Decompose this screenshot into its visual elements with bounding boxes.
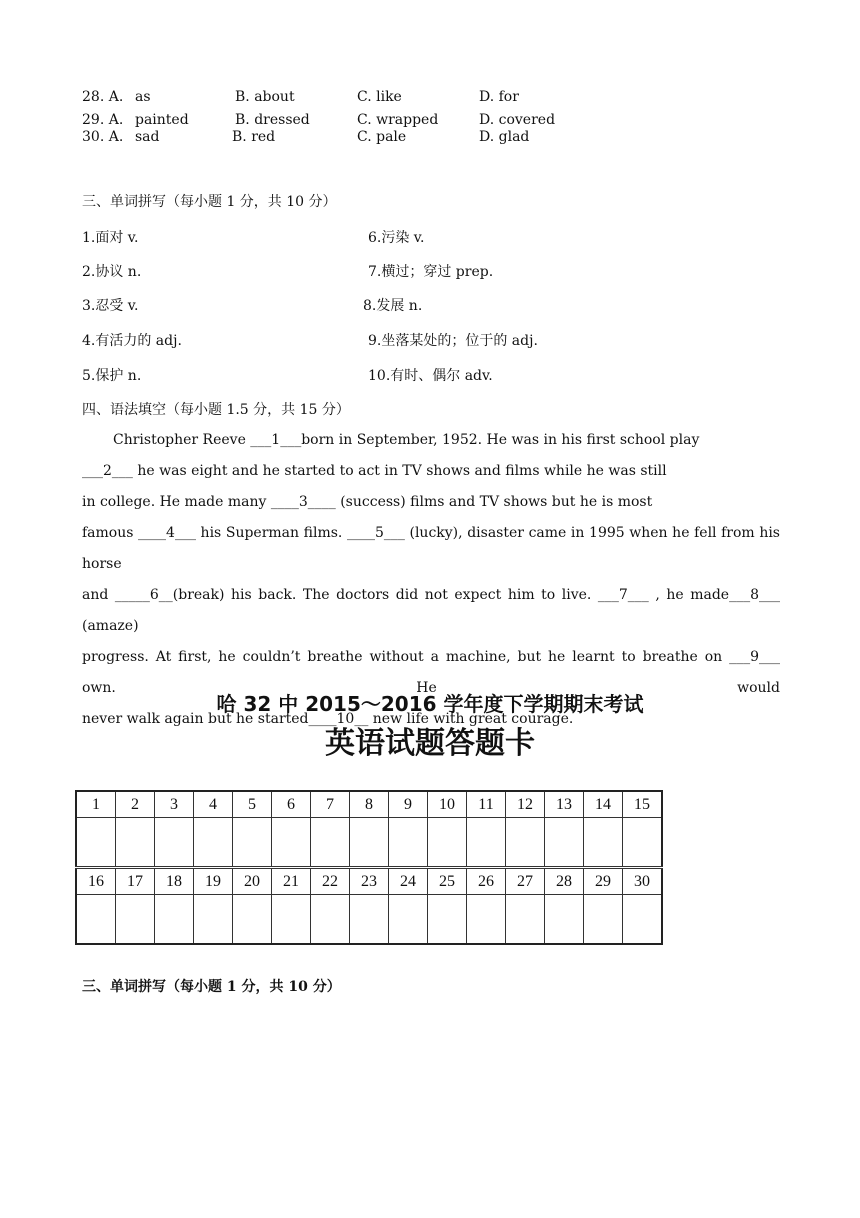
grid-number: 24 bbox=[389, 868, 428, 895]
answer-cell[interactable] bbox=[194, 818, 233, 868]
answer-card-title: 英语试题答题卡 bbox=[325, 726, 535, 761]
answer-cell[interactable] bbox=[350, 818, 389, 868]
grid-number: 12 bbox=[506, 791, 545, 818]
passage-line: never walk again but he started____10__ new life with great courage. bbox=[82, 711, 574, 727]
answer-cell[interactable] bbox=[623, 818, 663, 868]
answer-cell[interactable] bbox=[389, 818, 428, 868]
section4-title: 四、语法填空（每小题 1.5 分，共 15 分） bbox=[82, 402, 350, 418]
exam-title: 哈 32 中 2015～2016 学年度下学期期末考试 bbox=[216, 692, 644, 716]
grid-number: 15 bbox=[623, 791, 663, 818]
option-b: B. about bbox=[235, 89, 295, 105]
grid-number: 17 bbox=[116, 868, 155, 895]
answer-grid bbox=[75, 790, 663, 945]
grid-number: 4 bbox=[194, 791, 233, 818]
passage-line: progress. At first, he couldn’t breathe without a machine, but he learnt to breathe on ___9___ own. He would bbox=[82, 649, 780, 696]
grid-number: 10 bbox=[428, 791, 467, 818]
grid-number: 6 bbox=[272, 791, 311, 818]
grid-number: 9 bbox=[389, 791, 428, 818]
spelling-item-5: 5.保护 n. bbox=[82, 368, 142, 384]
grid-number: 27 bbox=[506, 868, 545, 895]
grid-number: 30 bbox=[623, 868, 663, 895]
answer-cell[interactable] bbox=[155, 818, 194, 868]
answer-cell[interactable] bbox=[467, 895, 506, 945]
answer-cell[interactable] bbox=[76, 818, 116, 868]
answer-cell[interactable] bbox=[545, 895, 584, 945]
answer-cell[interactable] bbox=[272, 895, 311, 945]
answer-cell[interactable] bbox=[272, 818, 311, 868]
grid-number: 23 bbox=[350, 868, 389, 895]
grid-number: 19 bbox=[194, 868, 233, 895]
question-number: 29. A. bbox=[82, 112, 124, 128]
answer-cell[interactable] bbox=[194, 895, 233, 945]
grid-number: 7 bbox=[311, 791, 350, 818]
grid-number: 1 bbox=[76, 791, 116, 818]
spelling-item-4: 4.有活力的 adj. bbox=[82, 333, 182, 349]
grid-number: 28 bbox=[545, 868, 584, 895]
question-number: 28. A. bbox=[82, 89, 124, 105]
grid-number: 21 bbox=[272, 868, 311, 895]
answer-cell[interactable] bbox=[428, 818, 467, 868]
option-d: D. glad bbox=[479, 129, 530, 145]
option-d: D. covered bbox=[479, 112, 556, 128]
spelling-item-8: 8.发展 n. bbox=[363, 298, 423, 314]
passage-line: Christopher Reeve ___1___born in September, 1952. He was in his first school play bbox=[113, 432, 700, 448]
grid-number: 5 bbox=[233, 791, 272, 818]
answer-cell[interactable] bbox=[584, 895, 623, 945]
passage-line: ___2___ he was eight and he started to act in TV shows and films while he was still bbox=[82, 463, 667, 479]
option-a: as bbox=[135, 89, 151, 105]
spelling-item-2: 2.协议 n. bbox=[82, 264, 142, 280]
spelling-item-9: 9.坐落某处的；位于的 adj. bbox=[368, 333, 538, 349]
answer-cell[interactable] bbox=[545, 818, 584, 868]
spelling-item-7: 7.横过；穿过 prep. bbox=[368, 264, 494, 280]
answer-cell[interactable] bbox=[233, 818, 272, 868]
answer-cell[interactable] bbox=[389, 895, 428, 945]
answer-cell[interactable] bbox=[350, 895, 389, 945]
grid-number: 25 bbox=[428, 868, 467, 895]
grid-number: 14 bbox=[584, 791, 623, 818]
grid-number: 20 bbox=[233, 868, 272, 895]
grid-number: 22 bbox=[311, 868, 350, 895]
passage-line: in college. He made many ____3____ (success) films and TV shows but he is most bbox=[82, 494, 653, 510]
answer-cell[interactable] bbox=[116, 818, 155, 868]
answer-cell[interactable] bbox=[428, 895, 467, 945]
grid-number: 13 bbox=[545, 791, 584, 818]
grid-number: 11 bbox=[467, 791, 506, 818]
grid-number: 16 bbox=[76, 868, 116, 895]
answer-cell[interactable] bbox=[467, 818, 506, 868]
answer-cell[interactable] bbox=[623, 895, 663, 945]
grid-number: 8 bbox=[350, 791, 389, 818]
grid-number: 26 bbox=[467, 868, 506, 895]
passage-line: famous ____4___ his Superman films. ____5___ (lucky), disaster came in 1995 when he fell from his horse bbox=[82, 525, 780, 572]
spelling-item-1: 1.面对 v. bbox=[82, 230, 139, 246]
answer-cell[interactable] bbox=[584, 818, 623, 868]
answer-section3-title: 三、单词拼写（每小题 1 分，共 10 分） bbox=[82, 979, 341, 995]
grid-number: 2 bbox=[116, 791, 155, 818]
section3-title: 三、单词拼写（每小题 1 分，共 10 分） bbox=[82, 194, 337, 210]
option-b: B. red bbox=[232, 129, 276, 145]
spelling-item-6: 6.污染 v. bbox=[368, 230, 425, 246]
spelling-item-3: 3.忍受 v. bbox=[82, 298, 139, 314]
option-c: C. pale bbox=[357, 129, 407, 145]
answer-cell[interactable] bbox=[311, 895, 350, 945]
option-d: D. for bbox=[479, 89, 519, 105]
grid-number: 29 bbox=[584, 868, 623, 895]
passage-line: and _____6__(break) his back. The doctors did not expect him to live. ___7___ , he made___8___ (amaze) bbox=[82, 587, 780, 634]
option-b: B. dressed bbox=[235, 112, 310, 128]
option-c: C. wrapped bbox=[357, 112, 439, 128]
answer-cell[interactable] bbox=[76, 895, 116, 945]
option-a: sad bbox=[135, 129, 160, 145]
option-a: painted bbox=[135, 112, 189, 128]
spelling-item-10: 10.有时、偶尔 adv. bbox=[368, 368, 493, 384]
grid-number: 3 bbox=[155, 791, 194, 818]
question-number: 30. A. bbox=[82, 129, 124, 145]
answer-cell[interactable] bbox=[506, 818, 545, 868]
answer-cell[interactable] bbox=[311, 818, 350, 868]
answer-cell[interactable] bbox=[116, 895, 155, 945]
answer-cell[interactable] bbox=[233, 895, 272, 945]
answer-cell[interactable] bbox=[155, 895, 194, 945]
option-c: C. like bbox=[357, 89, 402, 105]
answer-cell[interactable] bbox=[506, 895, 545, 945]
grid-number: 18 bbox=[155, 868, 194, 895]
